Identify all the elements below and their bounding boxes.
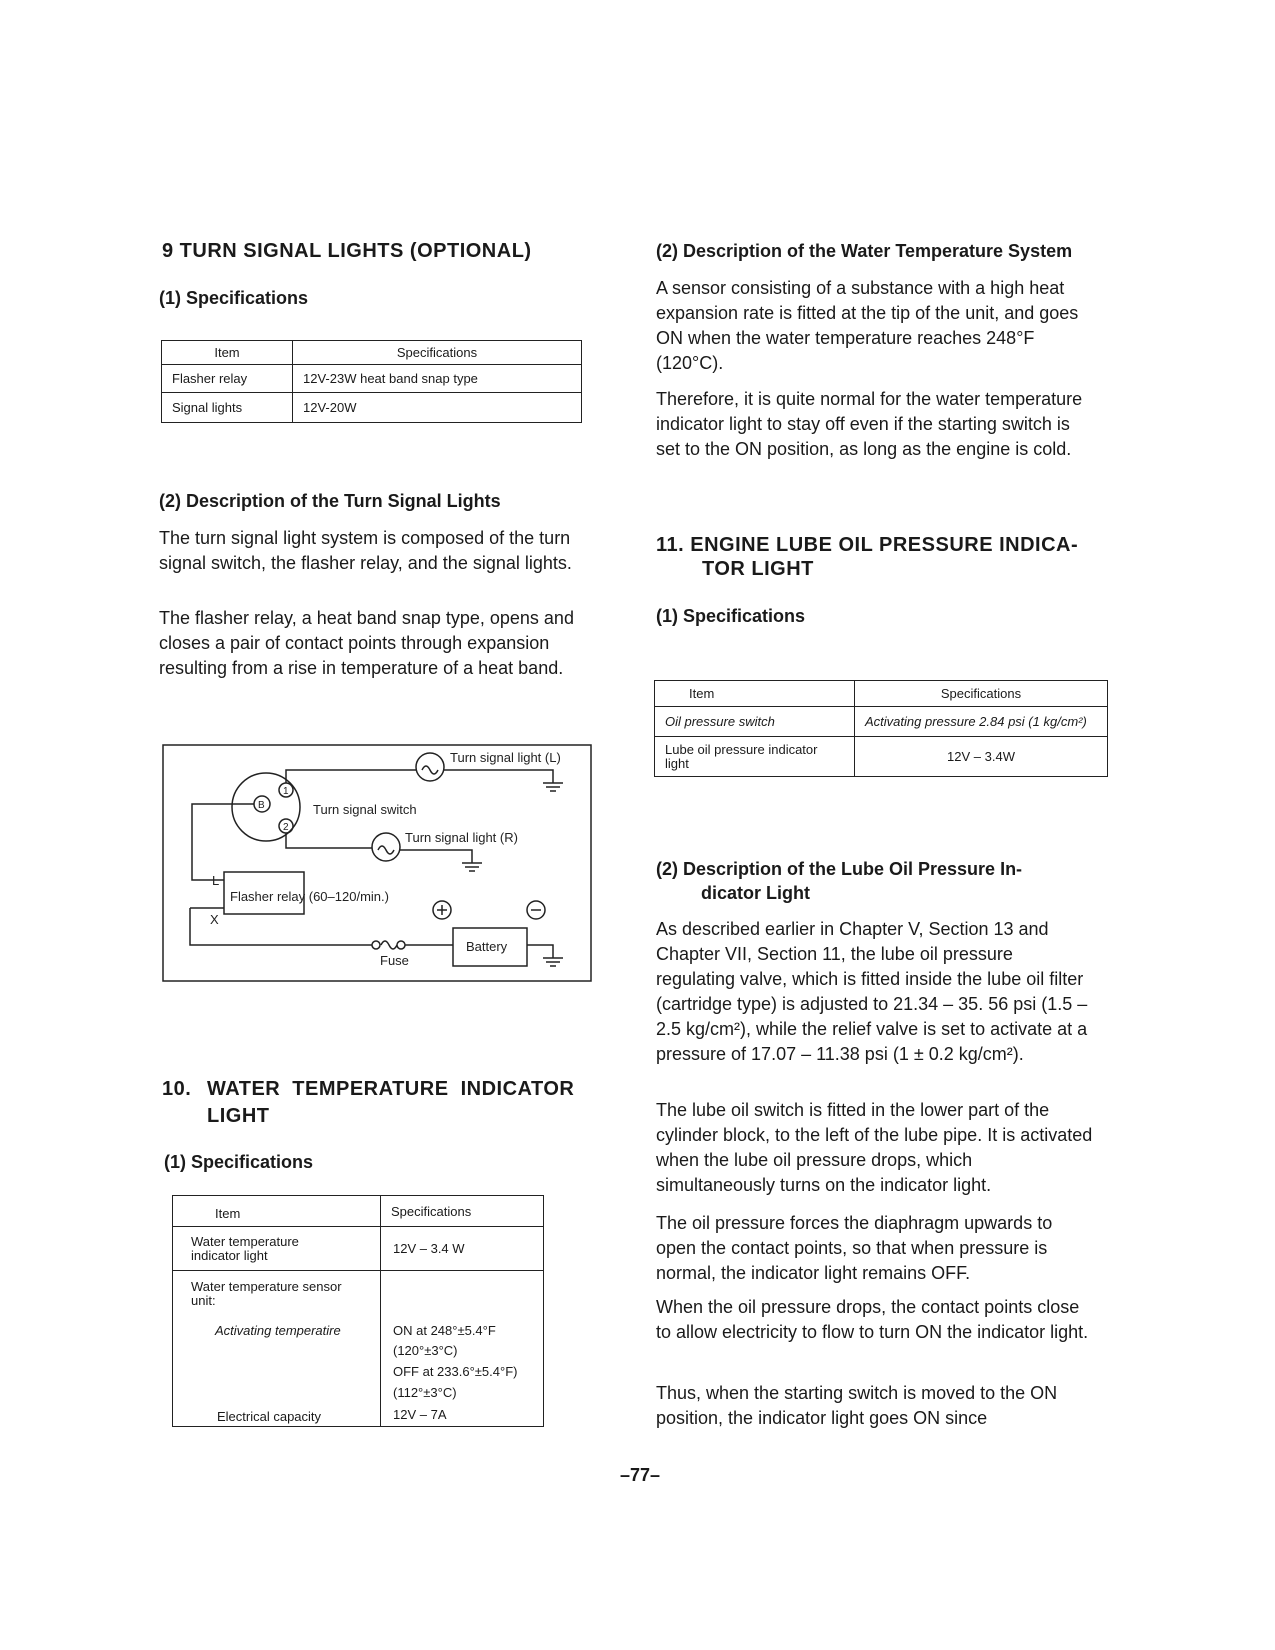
- paragraph: The oil pressure forces the diaphragm upwards to open the contact points, so that when pressure is normal, the indicator light remains OFF.: [656, 1213, 1053, 1283]
- label-fuse: Fuse: [380, 953, 409, 968]
- table-cell: Lube oil pressure indicator light: [655, 737, 855, 777]
- paragraph: Therefore, it is quite normal for the water temperature indicator light to stay off even if the starting switch is set to the ON position, as long as the engine is cold.: [656, 389, 1083, 459]
- table-cell: (120°±3°C): [393, 1343, 458, 1358]
- turn-signal-light-r: [372, 833, 400, 861]
- label-turn-signal-light-r: Turn signal light (R): [405, 830, 518, 845]
- turn-signal-light-l: [416, 753, 444, 781]
- section-11-desc-heading: (2) Description of the Lube Oil Pressure In-: [656, 859, 1023, 879]
- section-11-desc-heading-cont: dicator Light: [701, 883, 810, 903]
- paragraph: The turn signal light system is composed of the turn signal switch, the flasher relay, and the signal lights.: [159, 528, 572, 573]
- section-10-heading-number: 10.: [162, 1078, 192, 1100]
- paragraph: A sensor consisting of a substance with a high heat expansion rate is fitted at the tip of the unit, and goes ON when the water temperature reaches 248°F (120°C).: [656, 278, 1079, 373]
- table-header-item: Item: [655, 681, 855, 707]
- table-cell: Water temperature indicator light: [191, 1234, 299, 1263]
- table-cell: 12V – 7A: [393, 1407, 447, 1422]
- section-9-heading: 9 TURN SIGNAL LIGHTS (OPTIONAL): [162, 240, 532, 262]
- paragraph: The lube oil switch is fitted in the lower part of the cylinder block, to the left of the lube pipe. It is activated when the lube oil pressure drops, which simultaneously turns on the indicator light.: [656, 1100, 1093, 1195]
- table-header-item: Item: [162, 341, 293, 365]
- label-turn-signal-light-l: Turn signal light (L): [450, 750, 561, 765]
- paragraph: When the oil pressure drops, the contact points close to allow electricity to flow to turn ON the indicator light.: [656, 1297, 1089, 1342]
- water-temp-spec-table: [172, 1195, 544, 1427]
- page-number: –77–: [620, 1465, 661, 1485]
- label-battery: Battery: [466, 939, 508, 954]
- table-cell: Flasher relay: [162, 365, 293, 393]
- section-11-heading-cont: TOR LIGHT: [702, 558, 814, 580]
- section-10-heading: WATER TEMPERATURE INDICATOR: [207, 1078, 575, 1100]
- label-terminal-1: 1: [283, 786, 289, 797]
- table-header-specifications: Specifications: [293, 341, 582, 365]
- label-terminal-x: X: [210, 912, 219, 927]
- section-9-desc-heading: (2) Description of the Turn Signal Lights: [159, 491, 501, 511]
- table-cell: 12V-23W heat band snap type: [293, 365, 582, 393]
- table-cell: Activating pressure 2.84 psi (1 kg/cm²): [855, 707, 1108, 737]
- table-cell: OFF at 233.6°±5.4°F): [393, 1364, 518, 1379]
- turn-signal-switch: [232, 773, 300, 841]
- table-cell: Electrical capacity: [217, 1409, 322, 1424]
- section-11-spec-heading: (1) Specifications: [656, 606, 806, 626]
- table-cell: Water temperature sensor unit:: [191, 1279, 342, 1308]
- label-turn-signal-switch: Turn signal switch: [313, 802, 417, 817]
- table-cell: 12V-20W: [293, 393, 582, 423]
- section-10-heading-cont: LIGHT: [207, 1105, 270, 1127]
- label-terminal-2: 2: [283, 822, 289, 833]
- table-cell: 12V – 3.4W: [855, 737, 1108, 777]
- table-header-specifications: Specifications: [391, 1204, 472, 1219]
- table-cell: Oil pressure switch: [655, 707, 855, 737]
- paragraph: As described earlier in Chapter V, Section 13 and Chapter VII, Section 11, the lube oil pressure regulating valve, which is fitted inside the lube oil filter (cartridge type) is adjusted to 21.34 – 35. 56 psi (1.5 – 2.5 kg/cm²), while the relief valve is set to activate at a pressure of 17.07 – 11.38 psi (1 ± 0.2 kg/cm²).: [656, 919, 1088, 1064]
- section-10-spec-heading: (1) Specifications: [164, 1152, 314, 1172]
- table-cell: Activating temperatire: [215, 1323, 341, 1338]
- oil-pressure-spec-table: [654, 680, 1108, 777]
- table-cell: Signal lights: [162, 393, 293, 423]
- table-cell: 12V – 3.4 W: [393, 1241, 465, 1256]
- paragraph: The flasher relay, a heat band snap type, opens and closes a pair of contact points through expansion resulting from a rise in temperature of a heat band.: [159, 608, 574, 678]
- label-flasher-relay: Flasher relay (60–120/min.): [230, 889, 389, 904]
- table-header-item: Item: [215, 1206, 241, 1221]
- turn-signal-spec-table: [161, 340, 582, 423]
- turn-signal-wiring-diagram: [160, 740, 596, 985]
- section-9-spec-heading: (1) Specifications: [159, 288, 309, 308]
- table-cell: (112°±3°C): [393, 1385, 457, 1400]
- label-terminal-l: L: [212, 873, 220, 888]
- table-header-specifications: Specifications: [855, 681, 1108, 707]
- section-11-heading: 11. ENGINE LUBE OIL PRESSURE INDICA-: [656, 534, 1079, 556]
- label-terminal-b: B: [258, 800, 265, 811]
- section-10-desc-heading: (2) Description of the Water Temperature System: [656, 241, 1073, 261]
- fuse-symbol: [381, 941, 397, 949]
- table-cell: ON at 248°±5.4°F: [393, 1323, 496, 1338]
- paragraph: Thus, when the starting switch is moved to the ON position, the indicator light goes ON since: [656, 1383, 1058, 1428]
